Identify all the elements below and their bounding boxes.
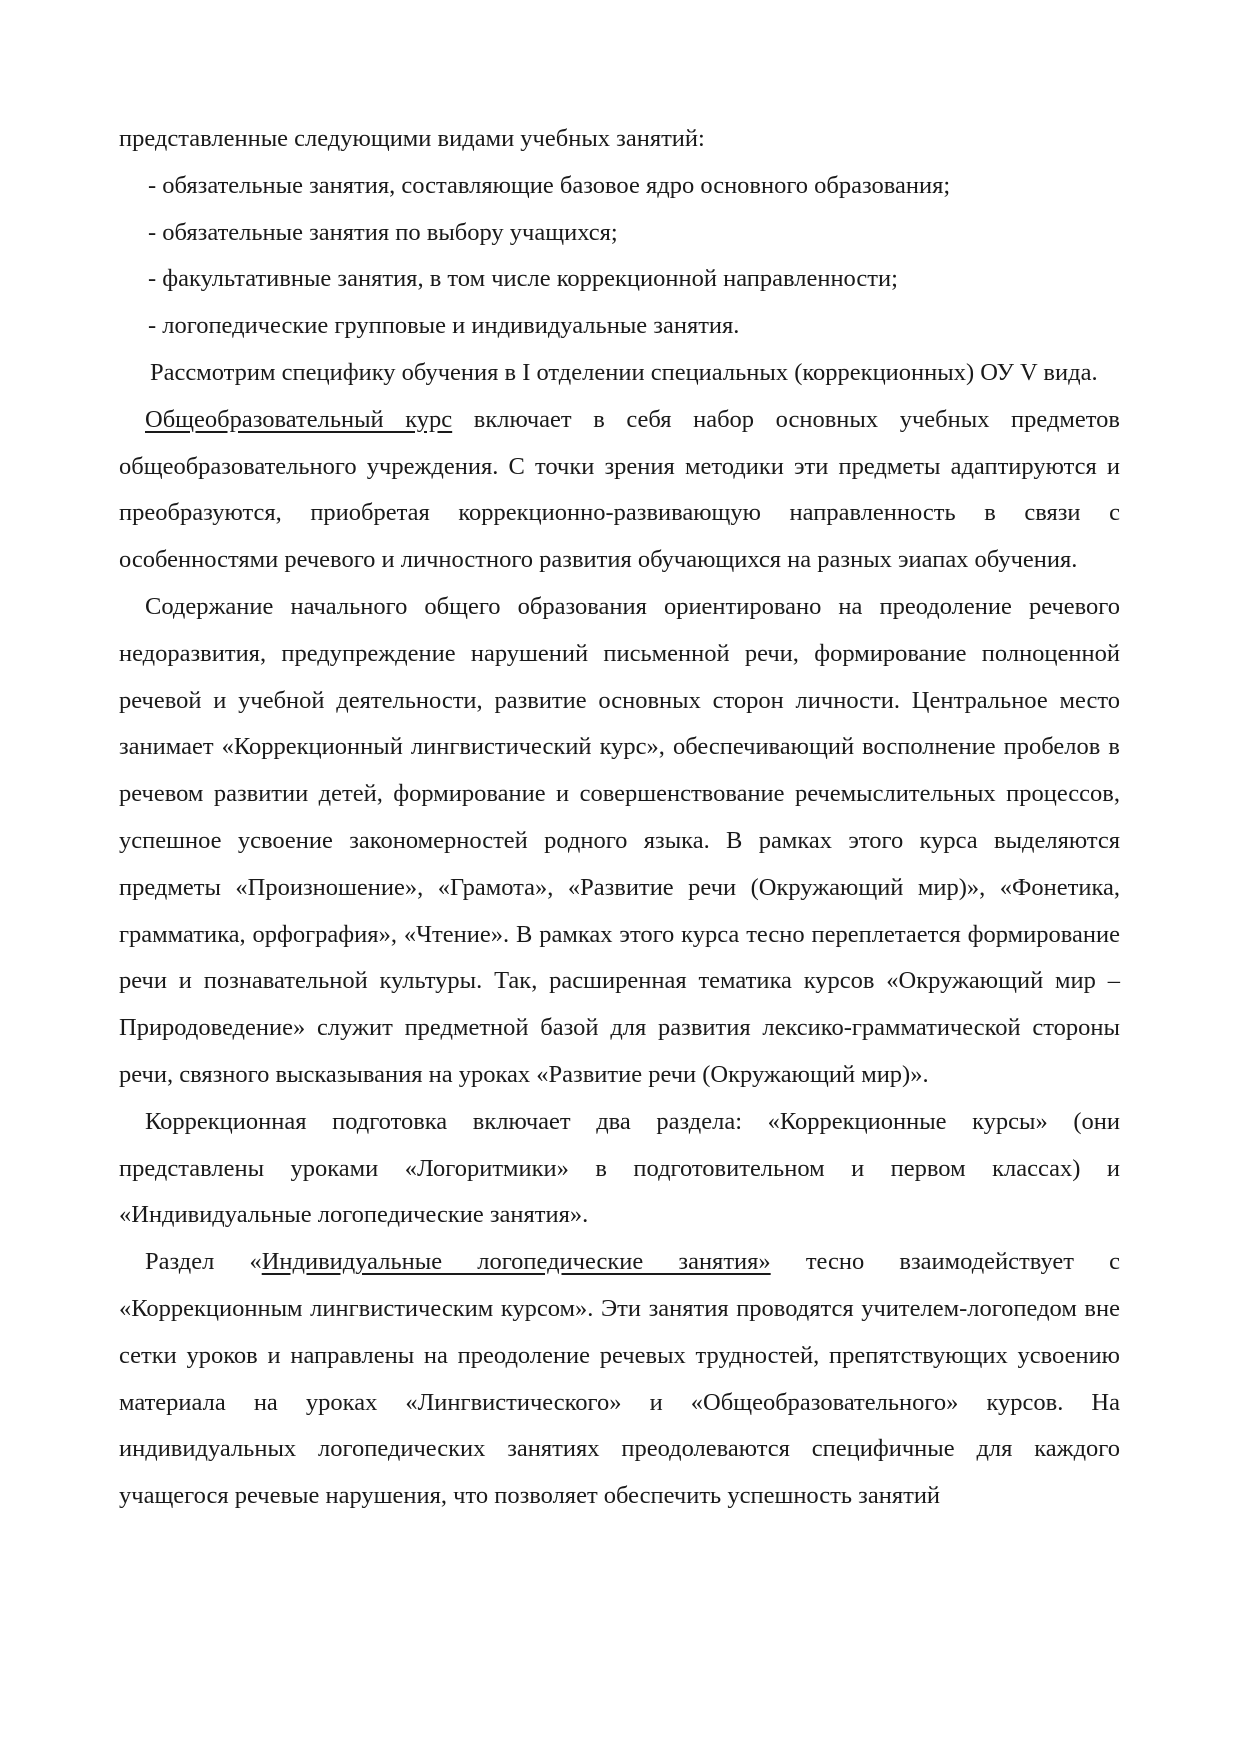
section-lead: Раздел « — [145, 1248, 262, 1276]
list-item: - логопедические групповые и индивидуальные занятия. — [148, 312, 740, 340]
general-course-text: включает в себя набор основных учебных предметов общеобразовательного учреждения. С точки зрения методики эти предметы адаптируются и преобразуются, приобретая коррекционно-развивающую направленность в связи с особенностями речевого и личностного развития обучающихся на разных эиапах обучения. — [119, 405, 1120, 574]
paragraph-general-course — [119, 397, 1120, 584]
paragraph-specifics: Рассмотрим специфику обучения в I отделении специальных (коррекционных) ОУ V вида. — [150, 358, 1098, 386]
paragraph-individual-lessons — [119, 1239, 1120, 1520]
individual-lessons-term: Индивидуальные логопедические занятия» — [261, 1248, 771, 1276]
page-body — [119, 116, 1120, 1520]
list-item: - обязательные занятия, составляющие базовое ядро основного образования; — [148, 171, 951, 199]
list-item: - факультативные занятия, в том числе коррекционной направленности; — [148, 265, 898, 293]
paragraph-primary-education: Содержание начального общего образования ориентировано на преодоление речевого недоразвития, предупреждение нарушений письменной речи, формирование полноценной речевой и учебной деятельности, развитие основных сторон личности. Центральное место занимает «Коррекционный лингвистический курс», обеспечивающий восполнение пробелов в речевом развитии детей, формирование и совершенствование речемыслительных процессов, успешное усвоение закономерностей родного языка. В рамках этого курса выделяются предметы «Произношение», «Грамота», «Развитие речи (Окружающий мир)», «Фонетика, грамматика, орфография», «Чтение». В рамках этого курса тесно переплетается формирование речи и познавательной культуры. Так, расширенная тематика курсов «Окружающий мир – Природоведение» служит предметной базой для развития лексико-грамматической стороны речи, связного высказывания на уроках «Развитие речи (Окружающий мир)». — [119, 592, 1120, 1088]
list-item: - обязательные занятия по выбору учащихся; — [148, 218, 618, 246]
general-course-term: Общеобразовательный курс — [145, 405, 453, 433]
individual-lessons-text: тесно взаимодействует с «Коррекционным лингвистическим курсом». Эти занятия проводятся учителем-логопедом вне сетки уроков и направлены на преодоление речевых трудностей, препятствующих усвоению материала на уроках «Лингвистического» и «Общеобразовательного» курсов. На индивидуальных логопедических занятиях преодолеваются специфичные для каждого учащегося речевые нарушения, что позволяет обеспечить успешность занятий — [119, 1248, 1120, 1510]
intro-line: представленные следующими видами учебных занятий: — [119, 125, 705, 152]
paragraph-correction-training: Коррекционная подготовка включает два раздела: «Коррекционные курсы» (они представлены уроками «Логоритмики» в подготовительном и первом классах) и «Индивидуальные логопедические занятия». — [119, 1107, 1120, 1229]
